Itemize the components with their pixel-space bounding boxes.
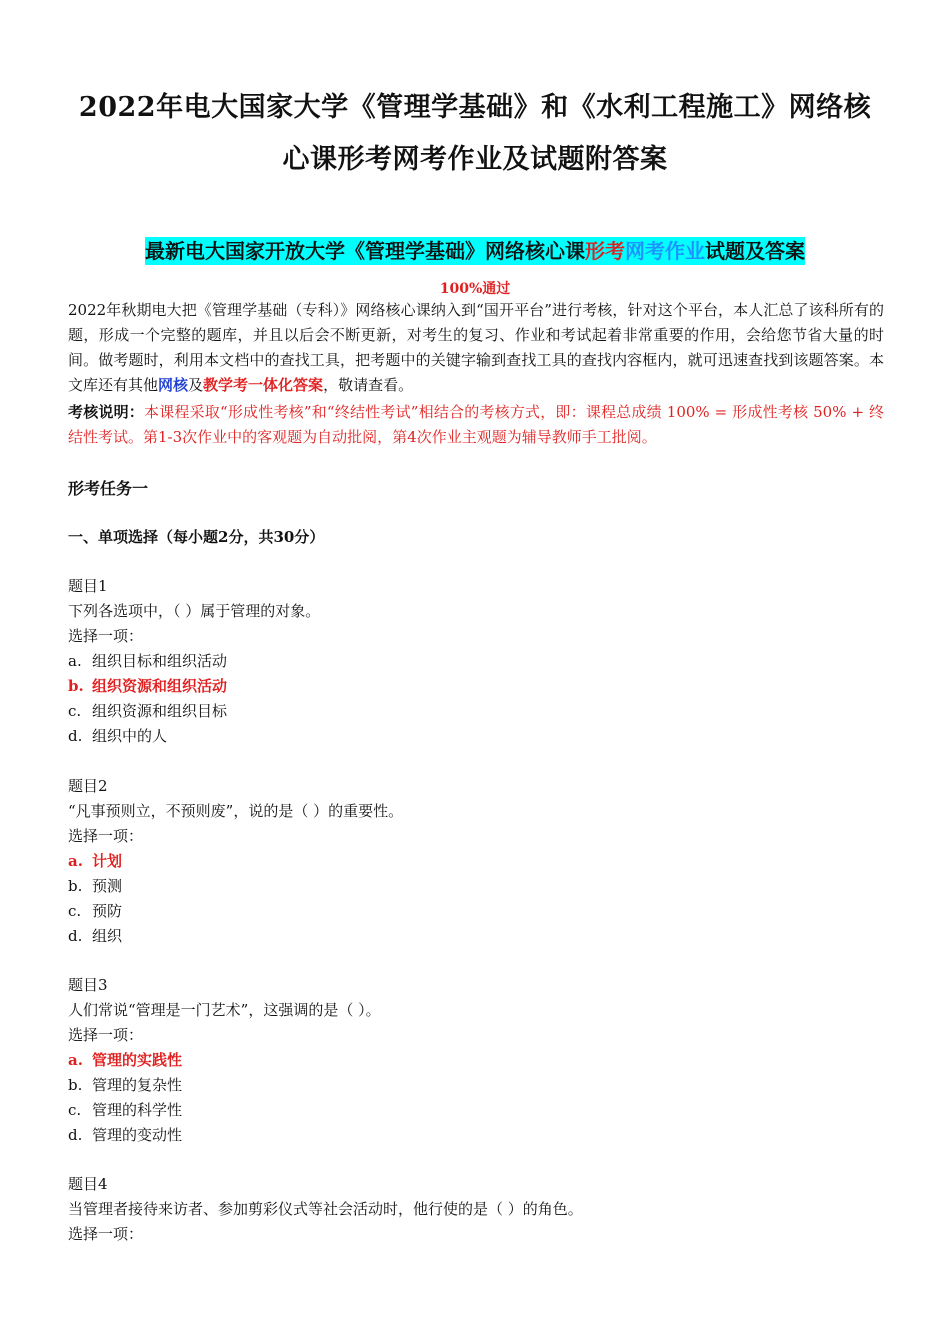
intro-text-1: 2022年秋期电大把《管理学基础（专科）》网络核心课纳入到“国开平台”进行考核，针对这个平台，本人汇总了该科所有的题，形成一个完整的题库，并且以后会不断更新，对考生的复习、作业和考试起着非常重要的作用，会给您节省大量的时间。做考题时，利用本文档中的查找工具，把考题中的关键字输到查找工具的查找内容框内，就可迅速查找到该题答案。本文库还有其他 [68, 301, 884, 394]
question-title: 题目4 [68, 1175, 108, 1193]
highlighted-heading-box [145, 237, 805, 265]
option-text: 计划 [92, 852, 123, 870]
highlighted-heading [0, 236, 950, 266]
option-item-answer [68, 849, 884, 874]
intro-text-2: 及 [188, 376, 204, 394]
intro-text-3: ，敬请查看。 [323, 376, 414, 394]
option-key: b. [68, 1076, 83, 1094]
option-key: c. [68, 902, 82, 920]
question-title: 题目3 [68, 976, 108, 994]
option-key: a. [68, 652, 82, 670]
option-text: 组织中的人 [92, 727, 168, 745]
question-title: 题目1 [68, 577, 108, 595]
option-text: 管理的科学性 [92, 1101, 183, 1119]
option-key: c. [68, 702, 82, 720]
option-item-answer [68, 674, 884, 699]
option-key: b. [68, 677, 84, 695]
document-title [60, 82, 890, 186]
option-text: 预防 [92, 902, 123, 920]
option-text: 组织资源和组织目标 [92, 702, 228, 720]
assessment-note-label: 考核说明： [68, 403, 144, 421]
intro-link-wanghe[interactable]: 网核 [158, 376, 189, 394]
option-item [68, 924, 884, 949]
option-key: d. [68, 1126, 83, 1144]
option-item [68, 1073, 884, 1098]
option-text: 管理的变动性 [92, 1126, 183, 1144]
pass-note: 100%通过 [439, 281, 511, 297]
assessment-note [68, 400, 884, 450]
option-key: b. [68, 877, 83, 895]
option-key: d. [68, 727, 83, 745]
question-prompt: 选择一项： [68, 627, 144, 645]
question-prompt: 选择一项： [68, 827, 144, 845]
question-prompt: 选择一项： [68, 1225, 144, 1243]
option-item-answer [68, 1048, 884, 1073]
option-key: d. [68, 927, 83, 945]
option-key: a. [68, 1051, 83, 1069]
question-block [68, 574, 884, 749]
question-title: 题目2 [68, 777, 108, 795]
heading-part-1: 最新电大国家开放大学《管理学基础》网络核心课 [145, 239, 585, 263]
question-block [68, 774, 884, 949]
option-text: 组织 [92, 927, 123, 945]
option-item [68, 649, 884, 674]
intro-paragraph [68, 298, 884, 398]
heading-part-3: 网考作业 [625, 239, 705, 263]
assessment-note-text: 本课程采取“形成性考核”和“终结性考试”相结合的考核方式，即：课程总成绩 100% = 形成性考核 50% + 终结性考试。第1-3次作业中的客观题为自动批阅，第4次作业主观题为辅导教师手工批阅。 [68, 403, 884, 446]
option-key: c. [68, 1101, 82, 1119]
heading-part-4: 试题及答案 [705, 239, 805, 263]
question-text: 当管理者接待来访者、参加剪彩仪式等社会活动时，他行使的是（ ）的角色。 [68, 1200, 583, 1218]
option-item [68, 1123, 884, 1148]
question-block [68, 1172, 884, 1247]
title-line-1: 2022年电大国家大学《管理学基础》和《水利工程施工》网络核 [78, 92, 872, 123]
option-item [68, 724, 884, 749]
question-block [68, 973, 884, 1148]
option-text: 管理的实践性 [92, 1051, 183, 1069]
question-text: 人们常说“管理是一门艺术”，这强调的是（ ）。 [68, 1001, 381, 1019]
intro-link-answers[interactable]: 教学考一体化答案 [203, 376, 324, 394]
subsection-title: 一、单项选择（每小题2分，共30分） [68, 528, 325, 546]
option-text: 管理的复杂性 [92, 1076, 183, 1094]
title-line-2: 心课形考网考作业及试题附答案 [282, 144, 668, 175]
option-key: a. [68, 852, 83, 870]
option-item [68, 899, 884, 924]
question-text: “凡事预则立，不预则废”，说的是（ ）的重要性。 [68, 802, 404, 820]
option-item [68, 1098, 884, 1123]
heading-part-2: 形考 [585, 239, 625, 263]
section-title: 形考任务一 [68, 479, 149, 498]
question-prompt: 选择一项： [68, 1026, 144, 1044]
option-item [68, 699, 884, 724]
option-text: 组织目标和组织活动 [92, 652, 228, 670]
option-text: 预测 [92, 877, 123, 895]
option-item [68, 874, 884, 899]
question-text: 下列各选项中，（ ）属于管理的对象。 [68, 602, 321, 620]
option-text: 组织资源和组织活动 [92, 677, 228, 695]
